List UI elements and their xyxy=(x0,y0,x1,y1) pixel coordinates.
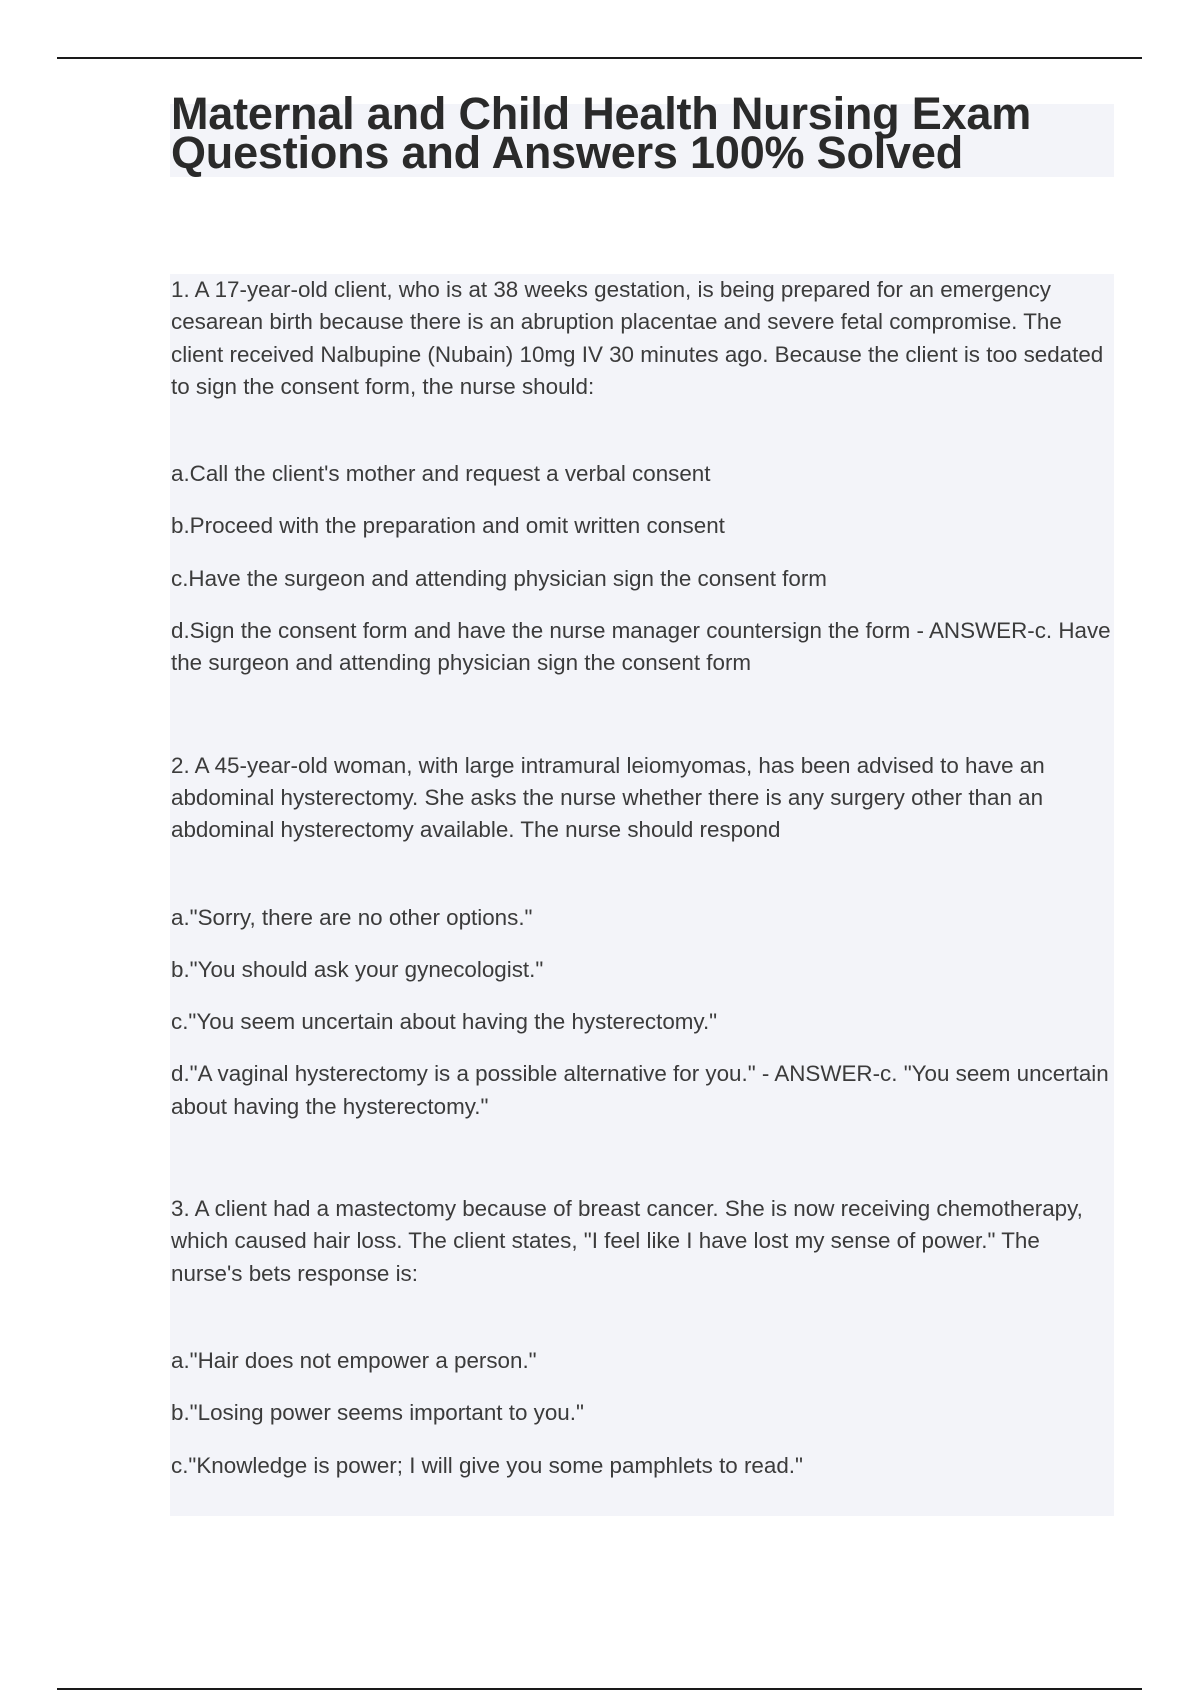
option-b: b."You should ask your gynecologist." xyxy=(171,956,544,982)
answer-options xyxy=(171,1345,1112,1482)
option-b: b.Proceed with the preparation and omit written consent xyxy=(171,513,725,539)
question-3 xyxy=(171,1193,1112,1482)
question-text: 1. A 17-year-old client, who is at 38 weeks gestation, is being prepared for an emergency cesarean birth because there is an abruption placentae and severe fetal compromise. The client received Nalbupine (Nubain) 10mg IV 30 minutes ago. Because the client is too sedated to sign the consent form, the nurse should: xyxy=(171,277,1104,399)
question-2 xyxy=(171,750,1112,1123)
option-c: c."Knowledge is power; I will give you some pamphlets to read." xyxy=(171,1452,803,1478)
option-a: a."Sorry, there are no other options." xyxy=(171,904,533,930)
question-list xyxy=(170,274,1114,1516)
option-d: d."A vaginal hysterectomy is a possible alternative for you." - ANSWER-c. "You seem uncertain about having the hysterectomy." xyxy=(171,1061,1109,1119)
option-c: c.Have the surgeon and attending physician sign the consent form xyxy=(171,565,827,591)
option-d: d.Sign the consent form and have the nurse manager countersign the form - ANSWER-c. Have the surgeon and attending physician sign the consent form xyxy=(171,618,1111,676)
document-title: Maternal and Child Health Nursing Exam Questions and Answers 100% Solved xyxy=(171,88,1032,178)
question-text: 2. A 45-year-old woman, with large intramural leiomyomas, has been advised to have an abdominal hysterectomy. She asks the nurse whether there is any surgery other than an abdominal hysterectomy available. The nurse should respond xyxy=(171,752,1045,843)
question-1 xyxy=(171,274,1112,680)
answer-options xyxy=(171,902,1112,1123)
option-c: c."You seem uncertain about having the hysterectomy." xyxy=(171,1009,718,1035)
bottom-divider xyxy=(57,1688,1142,1690)
option-b: b."Losing power seems important to you." xyxy=(171,1400,584,1426)
option-a: a.Call the client's mother and request a verbal consent xyxy=(171,461,711,487)
option-a: a."Hair does not empower a person." xyxy=(171,1347,537,1373)
answer-options xyxy=(171,458,1112,679)
top-divider xyxy=(57,57,1142,59)
question-text: 3. A client had a mastectomy because of breast cancer. She is now receiving chemotherapy, which caused hair loss. The client states, "I feel like I have lost my sense of power." The nurse's bets response is: xyxy=(171,1196,1083,1286)
